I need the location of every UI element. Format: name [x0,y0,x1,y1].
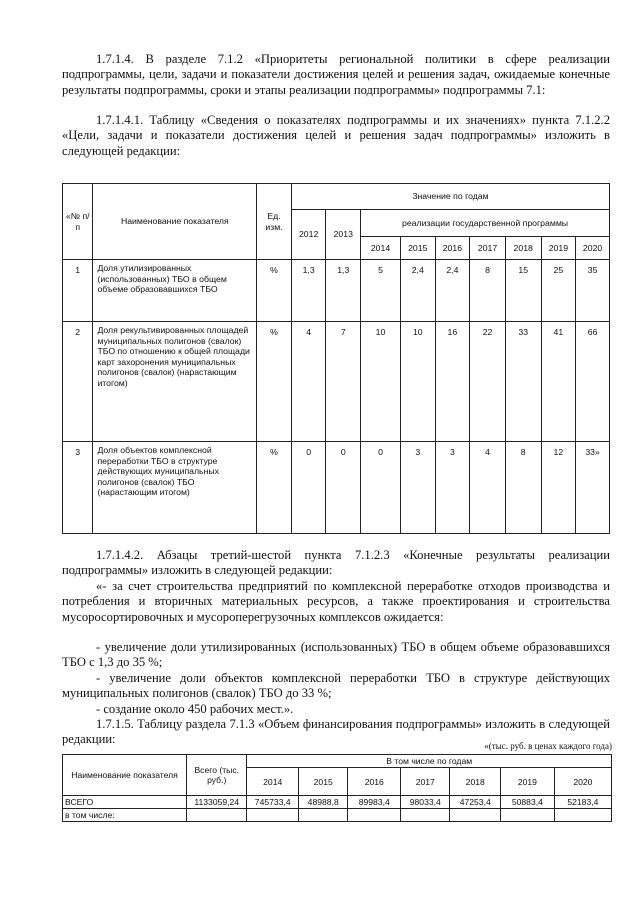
row-indicator-name: Доля рекультивированных площадей муниципальных полигонов (свалок) ТБО по отношению к общей площади карт захоронения муниципальных полигонов (свалок) (нарастающим итогом) [93,322,257,442]
row-value: 4 [291,322,326,442]
row-value: 41 [541,322,576,442]
row-unit: % [257,260,292,322]
header-year-2015: 2015 [400,237,435,260]
finance-row-value: 48988,8 [299,796,348,809]
paragraph-result-processing: - увеличение доли объектов комплексной переработки ТБО в структуре действующих муниципальных полигонов (свалок) ТБО до 33 %; [62,671,610,701]
row-unit: % [257,442,292,534]
finance-row-value: 52183,4 [554,796,611,809]
finance-row-value: 50883,4 [500,796,554,809]
row-value: 5 [361,260,401,322]
row-value: 12 [541,442,576,534]
row-value: 8 [470,260,506,322]
finance-row-name: в том числе: [63,809,187,822]
row-value: 3 [435,442,470,534]
finance-row-value [247,809,299,822]
row-indicator-name: Доля объектов комплексной переработки ТБО в структуре действующих муниципальных полигонов (свалок) ТБО (нарастающим итогом) [93,442,257,534]
header-year-2020: 2020 [576,237,610,260]
finance-row-value: 745733,4 [247,796,299,809]
row-value: 66 [576,322,610,442]
paragraph-result-jobs: - создание около 450 рабочих мест.». [96,702,294,716]
paragraph-expected-results: «- за счет строительства предприятий по комплексной переработке отходов производства и потребления и вторичных материальных ресурсов, а также проектирования и строительства мусоросортировочных и мусороперегрузочных комплексов ожидается: [62,579,610,624]
finance-row-value [500,809,554,822]
finance-header-year-2015: 2015 [299,768,348,796]
finance-row-value: 98033,4 [401,796,450,809]
finance-header-years: В том числе по годам [247,755,612,768]
finance-row-value: 47253,4 [450,796,501,809]
row-value: 0 [361,442,401,534]
finance-header-year-2016: 2016 [348,768,401,796]
paragraph-1-7-1-4-1: 1.7.1.4.1. Таблицу «Сведения о показателях подпрограммы и их значениях» пункта 7.1.2.2 «Цели, задачи и показатели достижения целей и решения задач подпрограммы» изложить в следующей редакции: [62,113,610,158]
finance-row-value [299,809,348,822]
header-year-2013: 2013 [326,210,361,260]
finance-header-year-2018: 2018 [450,768,501,796]
indicators-table [62,183,610,534]
header-year-2019: 2019 [541,237,576,260]
header-year-2017: 2017 [470,237,506,260]
header-number: «№ п/п [63,184,93,260]
row-value: 4 [470,442,506,534]
finance-row-total [187,809,247,822]
finance-row-value [554,809,611,822]
finance-row-value [401,809,450,822]
finance-header-name: Наименование показателя [63,755,187,796]
row-value: 2,4 [400,260,435,322]
paragraph-result-utilization: - увеличение доли утилизированных (использованных) ТБО в общем объеме образовавшихся ТБО с 1,3 до 35 %; [62,640,610,670]
row-value: 7 [326,322,361,442]
finance-table [62,754,612,822]
paragraph-1-7-1-4: 1.7.1.4. В разделе 7.1.2 «Приоритеты региональной политики в сфере реализации подпрограммы, цели, задачи и показатели достижения целей и решения задач, ожидаемые конечные результаты подпрограммы, сроки и этапы реализации подпрограммы» подпрограммы 7.1: [62,52,610,97]
row-value: 3 [400,442,435,534]
finance-unit-note: «(тыс. руб. в ценах каждого года) [484,741,612,751]
finance-header-year-2014: 2014 [247,768,299,796]
finance-header-year-2020: 2020 [554,768,611,796]
row-value: 0 [326,442,361,534]
row-value: 33» [576,442,610,534]
finance-header-year-2017: 2017 [401,768,450,796]
header-year-2016: 2016 [435,237,470,260]
finance-row-value [348,809,401,822]
finance-header-year-2019: 2019 [500,768,554,796]
row-number: 2 [63,322,93,442]
header-year-2018: 2018 [505,237,541,260]
header-year-2014: 2014 [361,237,401,260]
finance-row-value [450,809,501,822]
finance-row-value: 89983,4 [348,796,401,809]
row-value: 1,3 [326,260,361,322]
row-value: 10 [400,322,435,442]
header-unit: Ед. изм. [257,184,292,260]
row-value: 35 [576,260,610,322]
table-row [63,809,612,822]
table-row [63,260,610,322]
table-row [63,796,612,809]
row-value: 0 [291,442,326,534]
finance-row-name: ВСЕГО [63,796,187,809]
paragraph-1-7-1-5: 1.7.1.5. Таблицу раздела 7.1.3 «Объем финансирования подпрограммы» изложить в следующей редакции: [62,717,610,747]
row-unit: % [257,322,292,442]
row-number: 3 [63,442,93,534]
header-indicator-name: Наименование показателя [93,184,257,260]
header-program-period: реализации государственной программы [361,210,610,237]
finance-header-total: Всего (тыс. руб.) [187,755,247,796]
row-value: 25 [541,260,576,322]
row-value: 8 [505,442,541,534]
table-row [63,322,610,442]
row-value: 2,4 [435,260,470,322]
table-row [63,442,610,534]
header-values-by-year: Значение по годам [291,184,609,210]
row-indicator-name: Доля утилизированных (использованных) ТБО в общем объеме образовавшихся ТБО [93,260,257,322]
header-year-2012: 2012 [291,210,326,260]
row-number: 1 [63,260,93,322]
row-value: 16 [435,322,470,442]
row-value: 1,3 [291,260,326,322]
row-value: 33 [505,322,541,442]
row-value: 10 [361,322,401,442]
row-value: 15 [505,260,541,322]
finance-row-total: 1133059,24 [187,796,247,809]
row-value: 22 [470,322,506,442]
paragraph-1-7-1-4-2: 1.7.1.4.2. Абзацы третий-шестой пункта 7.1.2.3 «Конечные результаты реализации подпрограммы» изложить в следующей редакции: [62,548,610,578]
